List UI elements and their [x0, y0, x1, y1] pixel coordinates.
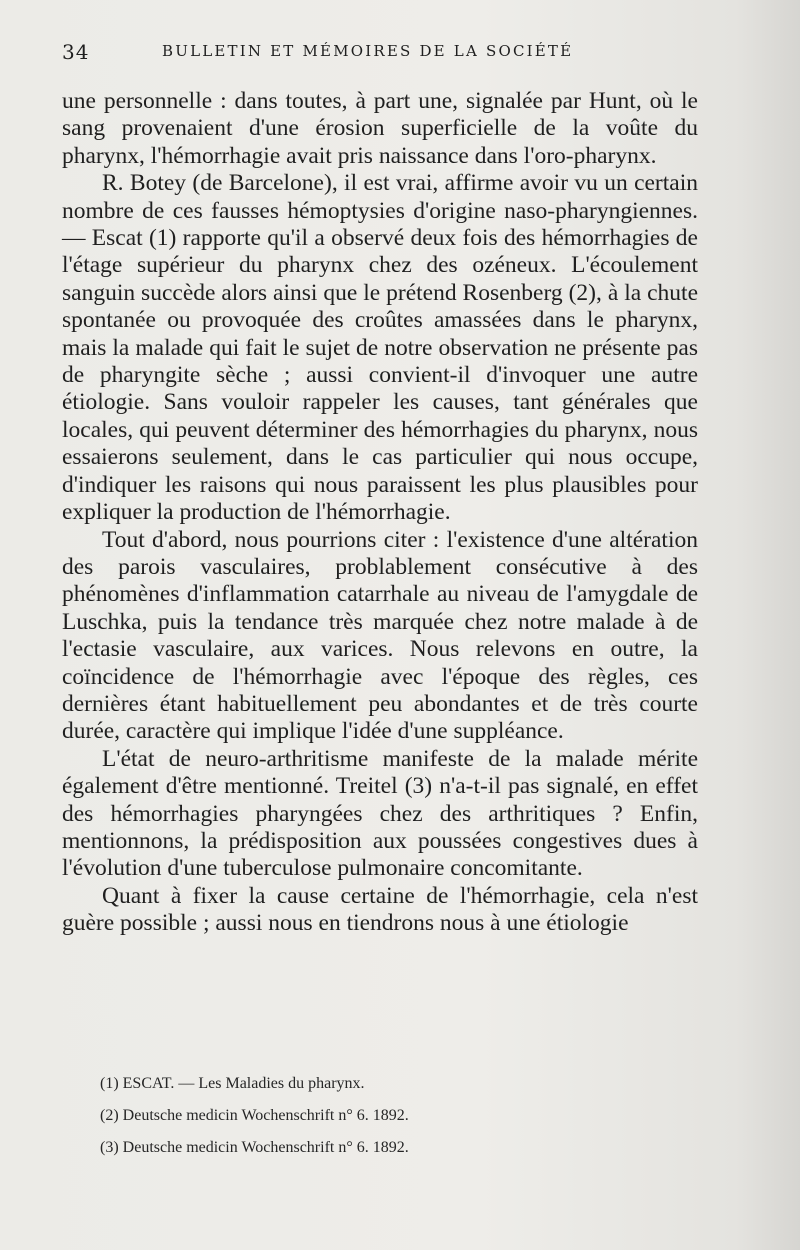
footnote-2: (2) Deutsche medicin Wochenschrift n° 6. 1892.	[100, 1107, 409, 1124]
body-text	[62, 88, 698, 938]
footnote-3: (3) Deutsche medicin Wochenschrift n° 6. 1892.	[100, 1139, 409, 1156]
paragraph-2: R. Botey (de Barcelone), il est vrai, affirme avoir vu un certain nombre de ces fausses hémoptysies d'origine naso-pharyngiennes. — Escat (1) rapporte qu'il a observé deux fois des hémorrhagies de l'étage supérieur du pharynx chez des ozéneux. L'écoulement sanguin succède alors ainsi que le prétend Rosenberg (2), à la chute spontanée ou provoquée des croûtes amassées dans le pharynx, mais la malade qui fait le sujet de notre observation ne présente pas de pharyngite sèche ; aussi convient-il d'invoquer une autre étiologie. Sans vouloir rappeler les causes, tant générales que locales, qui peuvent déterminer des hémorrhagies du pharynx, nous essaierons seulement, dans le cas particulier qui nous occupe, d'indiquer les raisons qui nous paraissent les plus plausibles pour expliquer la production de l'hémorrhagie.	[62, 170, 698, 526]
running-title: BULLETIN ET MÉMOIRES DE LA SOCIÉTÉ	[162, 42, 574, 60]
paragraph-4: L'état de neuro-arthritisme manifeste de la malade mérite également d'être mentionné. Treitel (3) n'a-t-il pas signalé, en effet des hémorrhagies pharyngées chez des arthritiques ? Enfin, mentionnons, la prédisposition aux poussées congestives dues à l'évolution d'une tuberculose pulmonaire concomitante.	[62, 745, 698, 882]
page-number: 34	[62, 40, 90, 64]
footnote-1: (1) ESCAT. — Les Maladies du pharynx.	[100, 1075, 365, 1092]
page-header	[62, 40, 682, 70]
paragraph-5: Quant à fixer la cause certaine de l'hémorrhagie, cela n'est guère possible ; aussi nous en tiendrons nous à une étiologie	[62, 882, 698, 937]
paragraph-3: Tout d'abord, nous pourrions citer : l'existence d'une altération des parois vasculaires, problablement consécutive à des phénomènes d'inflammation catarrhale au niveau de l'amygdale de Luschka, puis la tendance très marquée chez notre malade à de l'ectasie vasculaire, aux varices. Nous relevons en outre, la coïncidence de l'hémorrhagie avec l'époque des règles, ces dernières étant habituellement peu abondantes et de très courte durée, caractère qui implique l'idée d'une suppléance.	[62, 526, 698, 745]
footnotes	[100, 1068, 660, 1164]
paragraph-1: une personnelle : dans toutes, à part une, signalée par Hunt, où le sang provenaient d'une érosion superficielle de la voûte du pharynx, l'hémorrhagie avait pris naissance dans l'oro-pharynx.	[62, 88, 698, 169]
